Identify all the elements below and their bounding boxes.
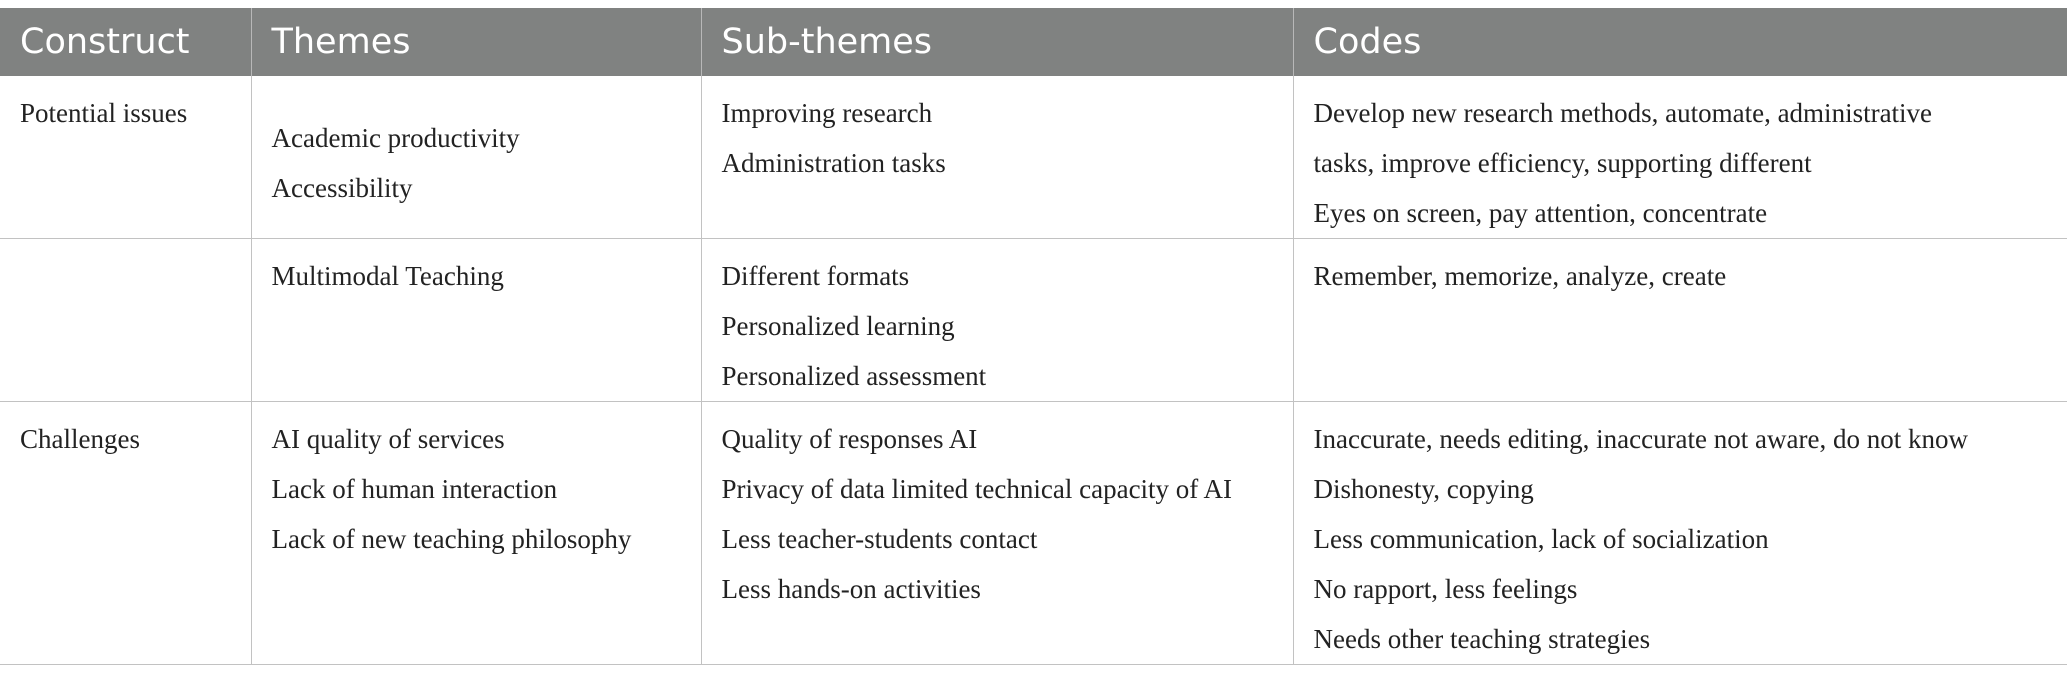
cell-sub-themes [701,76,1293,239]
cell-codes [1293,76,2067,239]
sub-theme-text: Personalized assessment [721,361,987,391]
cell-themes [251,76,701,239]
header-row [0,8,2067,76]
table-row [0,76,2067,239]
table-body [0,76,2067,665]
sub-theme-text: Privacy of data limited technical capacity of AI [721,474,1233,504]
cell-sub-themes [701,239,1293,402]
cell-codes [1293,402,2067,665]
code-text: Dishonesty, copying [1313,474,1534,504]
themes-table-container [0,8,2067,665]
code-text: tasks, improve efficiency, supporting different [1313,148,1812,178]
cell-construct [0,76,251,239]
cell-themes [251,239,701,402]
theme-text: AI quality of services [271,424,505,454]
themes-table [0,8,2067,665]
code-text: Less communication, lack of socialization [1313,524,1769,554]
header-themes: Themes [251,8,701,76]
cell-codes [1293,239,2067,402]
code-text: Needs other teaching strategies [1313,624,1651,654]
theme-text: Accessibility [271,173,413,203]
construct-text: Potential issues [20,98,188,128]
sub-theme-text: Less hands-on activities [721,574,981,604]
code-text: Develop new research methods, automate, administrative [1313,98,1933,128]
theme-text: Lack of new teaching philosophy [271,524,632,554]
header-codes: Codes [1293,8,2067,76]
sub-theme-text: Improving research [721,98,933,128]
code-text: Eyes on screen, pay attention, concentrate [1313,198,1768,228]
theme-text: Academic productivity [271,123,520,153]
sub-theme-text: Different formats [721,261,910,291]
theme-text: Multimodal Teaching [271,261,504,291]
code-text: Inaccurate, needs editing, inaccurate not aware, do not know [1313,424,1968,454]
table-header [0,8,2067,76]
theme-text: Lack of human interaction [271,474,558,504]
cell-construct [0,402,251,665]
sub-theme-text: Quality of responses AI [721,424,978,454]
cell-sub-themes [701,402,1293,665]
header-sub-themes: Sub-themes [701,8,1293,76]
sub-theme-text: Personalized learning [721,311,955,341]
sub-theme-text: Administration tasks [721,148,946,178]
header-construct: Construct [0,8,251,76]
code-text: Remember, memorize, analyze, create [1313,261,1727,291]
sub-theme-text: Less teacher-students contact [721,524,1038,554]
table-row [0,402,2067,665]
code-text: No rapport, less feelings [1313,574,1578,604]
cell-themes [251,402,701,665]
construct-text: Challenges [20,424,140,454]
table-row [0,239,2067,402]
cell-construct [0,239,251,402]
